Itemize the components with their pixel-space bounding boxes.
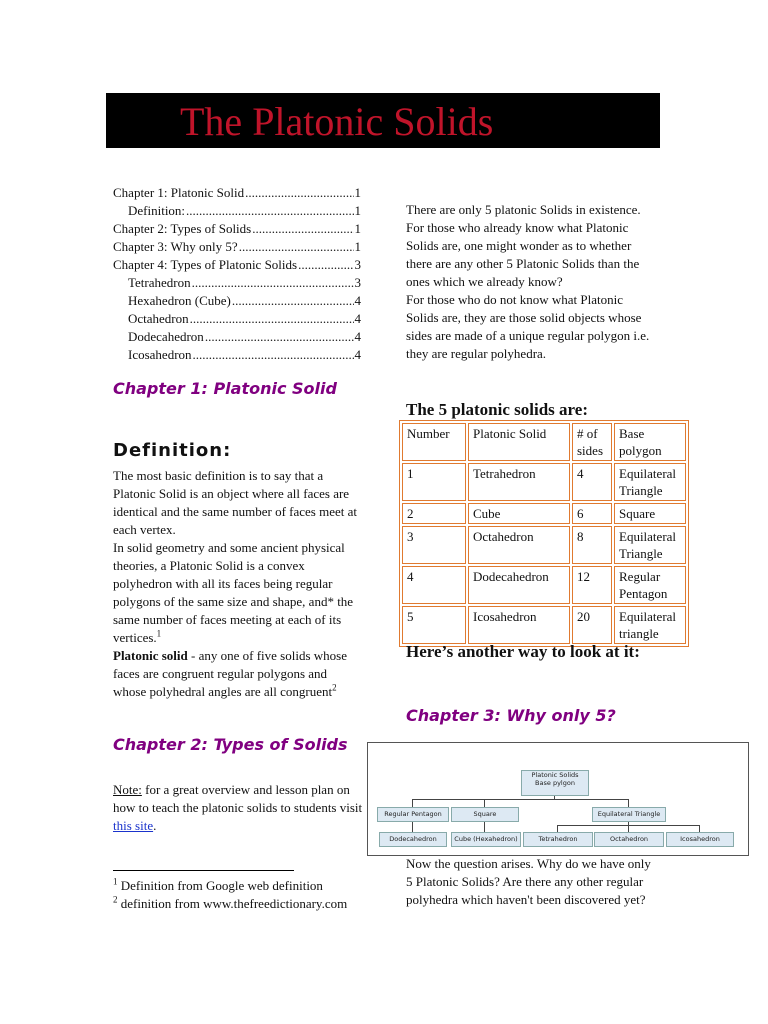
toc-label: Hexahedron (Cube) — [128, 293, 231, 308]
diagram-leaf-node: Dodecahedron — [379, 832, 447, 847]
diagram-root-node: Platonic Solids Base pylgon — [521, 770, 589, 796]
footnote-1: Definition from Google web definition — [117, 878, 323, 893]
footnote-ref[interactable]: 1 — [156, 628, 162, 639]
intro-paragraph: There are only 5 platonic Solids in existence. For those who already know what Platonic Solids are, one might wonder as to whether there are any other 5 Platonic Solids than the ones which we already know? — [406, 202, 641, 289]
toc-entry[interactable] — [128, 346, 361, 364]
toc-entry[interactable] — [128, 274, 361, 292]
table-header-row — [402, 423, 686, 461]
chapter-3-heading: Chapter 3: Why only 5? — [406, 706, 616, 725]
table-row: 5 Icosahedron 20 Equilateral triangle — [402, 606, 686, 644]
toc-label: Chapter 1: Platonic Solid — [113, 185, 245, 200]
platonic-solids-table — [399, 420, 689, 647]
toc-entry[interactable] — [113, 238, 361, 256]
toc-page: 4 — [354, 347, 361, 362]
toc-entry[interactable] — [128, 328, 361, 346]
question-text: Now the question arises. Why do we have only 5 Platonic Solids? Are there any other regular polyhedra which haven't been discovered yet? — [406, 856, 651, 907]
footnotes: $^1$ Definition from Google web definition $^2$ definition from www.thefreedictionary.com — [113, 876, 348, 911]
hierarchy-diagram — [367, 742, 749, 856]
diagram-leaf-node: Octahedron — [594, 832, 664, 847]
table-heading: The 5 platonic solids are: — [406, 400, 588, 419]
header-cell: # of sides — [572, 423, 612, 461]
footnote-2: definition from www.thefreedictionary.com — [117, 896, 348, 911]
footnote-divider — [113, 870, 294, 871]
platonic-solid-term: Platonic solid — [113, 648, 188, 663]
definition-heading: Definition: — [113, 440, 232, 461]
toc-entry[interactable] — [113, 220, 361, 238]
toc-label: Tetrahedron — [128, 275, 191, 290]
toc-label: Icosahedron — [128, 347, 192, 362]
toc-entry[interactable] — [113, 184, 361, 202]
chapter-2-heading: Chapter 2: Types of Solids — [113, 735, 348, 754]
toc-page: 1 — [354, 239, 361, 254]
document-title: The Platonic Solids — [180, 99, 494, 144]
table-row: 3 Octahedron 8 Equilateral Triangle — [402, 526, 686, 564]
intro-paragraph: For those who do not know what Platonic Solids are, they are those solid objects whose sides are made of a unique regular polygon i.e. they are regular polyhedra. — [406, 292, 650, 361]
toc-page: 4 — [354, 293, 361, 308]
definition-paragraph: - any one of five solids whose faces are congruent regular polygons and whose polyhedral angles are all congruent — [113, 648, 347, 699]
another-way-heading: Here’s another way to look at it: — [406, 642, 640, 661]
diagram-leaf-node: Icosahedron — [666, 832, 734, 847]
table-row: 4 Dodecahedron 12 Regular Pentagon — [402, 566, 686, 604]
toc-entry[interactable] — [113, 256, 361, 274]
note-label: Note: — [113, 782, 142, 797]
toc-label: Chapter 4: Types of Platonic Solids — [113, 257, 298, 272]
toc-page: 3 — [354, 275, 361, 290]
toc-label: Chapter 2: Types of Solids — [113, 221, 252, 236]
table-row: 2 Cube 6 Square — [402, 503, 686, 524]
chapter-1-heading: Chapter 1: Platonic Solid — [113, 379, 337, 398]
diagram-leaf-node: Tetrahedron — [523, 832, 593, 847]
table-row: 1 Tetrahedron 4 Equilateral Triangle — [402, 463, 686, 501]
diagram-node: Equilateral Triangle — [592, 807, 666, 822]
definition-paragraph: The most basic definition is to say that a Platonic Solid is an object where all faces are identical and the same number of faces meet at each vertex. — [113, 468, 358, 537]
this-site-link[interactable]: this site — [113, 818, 154, 833]
header-cell: Base polygon — [614, 423, 686, 461]
header-cell: Number — [402, 423, 466, 461]
definition-text — [113, 467, 363, 701]
toc-label: Octahedron — [128, 311, 189, 326]
toc-page: 1 — [354, 203, 361, 218]
toc-entry[interactable] — [128, 292, 361, 310]
toc-page: 4 — [354, 329, 361, 344]
toc-label: Dodecahedron — [128, 329, 204, 344]
intro-text — [406, 201, 658, 363]
toc-page: 1 — [354, 185, 361, 200]
diagram-leaf-node: Cube (Hexahedron) — [451, 832, 521, 847]
footnote-ref[interactable]: 2 — [332, 682, 337, 693]
note-text: Note: for a great overview and lesson plan on how to teach the platonic solids to students visit this site. — [113, 782, 363, 833]
toc-page: 4 — [354, 311, 361, 326]
definition-paragraph: In solid geometry and some ancient physical theories, a Platonic Solid is a convex polyhedron with all its faces being regular polygons of the same size and shape, and* the same number of faces meeting at each of its vertices. — [113, 540, 354, 645]
toc-page: 1 — [354, 221, 361, 236]
diagram-node: Square — [451, 807, 519, 822]
toc-page: 3 — [354, 257, 361, 272]
diagram-node: Regular Pentagon — [377, 807, 449, 822]
header-cell: Platonic Solid — [468, 423, 570, 461]
toc-entry[interactable] — [128, 202, 361, 220]
toc-label: Chapter 3: Why only 5? — [113, 239, 238, 254]
toc-entry[interactable] — [128, 310, 361, 328]
toc-label: Definition: — [128, 203, 186, 218]
